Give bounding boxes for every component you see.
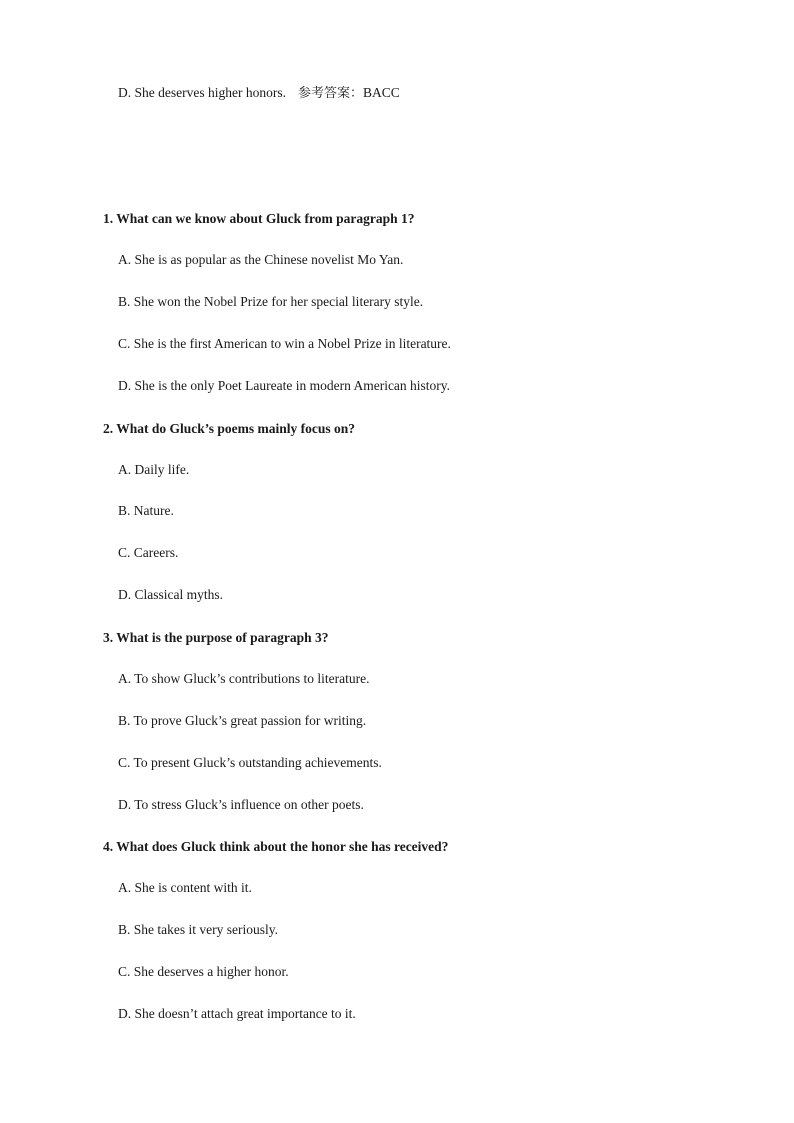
question-3-option-d: D. To stress Gluck’s influence on other poets. <box>118 797 364 812</box>
question-3-option-b: B. To prove Gluck’s great passion for writing. <box>118 713 367 728</box>
question-4-stem: 4. What does Gluck think about the honor she has received? <box>103 839 449 854</box>
question-1-option-d: D. She is the only Poet Laureate in modern American history. <box>118 378 451 393</box>
question-3-option-c: C. To present Gluck’s outstanding achievements. <box>118 755 382 770</box>
top-option-line <box>118 84 400 103</box>
question-2-option-c: C. Careers. <box>118 545 179 560</box>
top-option-text: D. She deserves higher honors. <box>118 85 286 100</box>
question-1-option-b: B. She won the Nobel Prize for her special literary style. <box>118 294 424 309</box>
question-1-option-a: A. She is as popular as the Chinese novelist Mo Yan. <box>118 252 404 267</box>
question-3-stem: 3. What is the purpose of paragraph 3? <box>103 630 329 645</box>
question-1-stem: 1. What can we know about Gluck from paragraph 1? <box>103 211 415 226</box>
question-4-option-c: C. She deserves a higher honor. <box>118 964 289 979</box>
question-2-stem: 2. What do Gluck’s poems mainly focus on? <box>103 421 356 436</box>
answer-value: BACC <box>362 85 400 100</box>
question-2-option-d: D. Classical myths. <box>118 587 223 602</box>
question-2-option-b: B. Nature. <box>118 503 174 518</box>
answer-label: 参考答案： <box>297 86 363 101</box>
question-4-option-d: D. She doesn’t attach great importance to it. <box>118 1006 356 1021</box>
question-3-option-a: A. To show Gluck’s contributions to literature. <box>118 671 370 686</box>
question-1-option-c: C. She is the first American to win a Nobel Prize in literature. <box>118 336 451 351</box>
question-4-option-b: B. She takes it very seriously. <box>118 922 278 937</box>
question-4-option-a: A. She is content with it. <box>118 880 252 895</box>
question-2-option-a: A. Daily life. <box>118 462 190 477</box>
